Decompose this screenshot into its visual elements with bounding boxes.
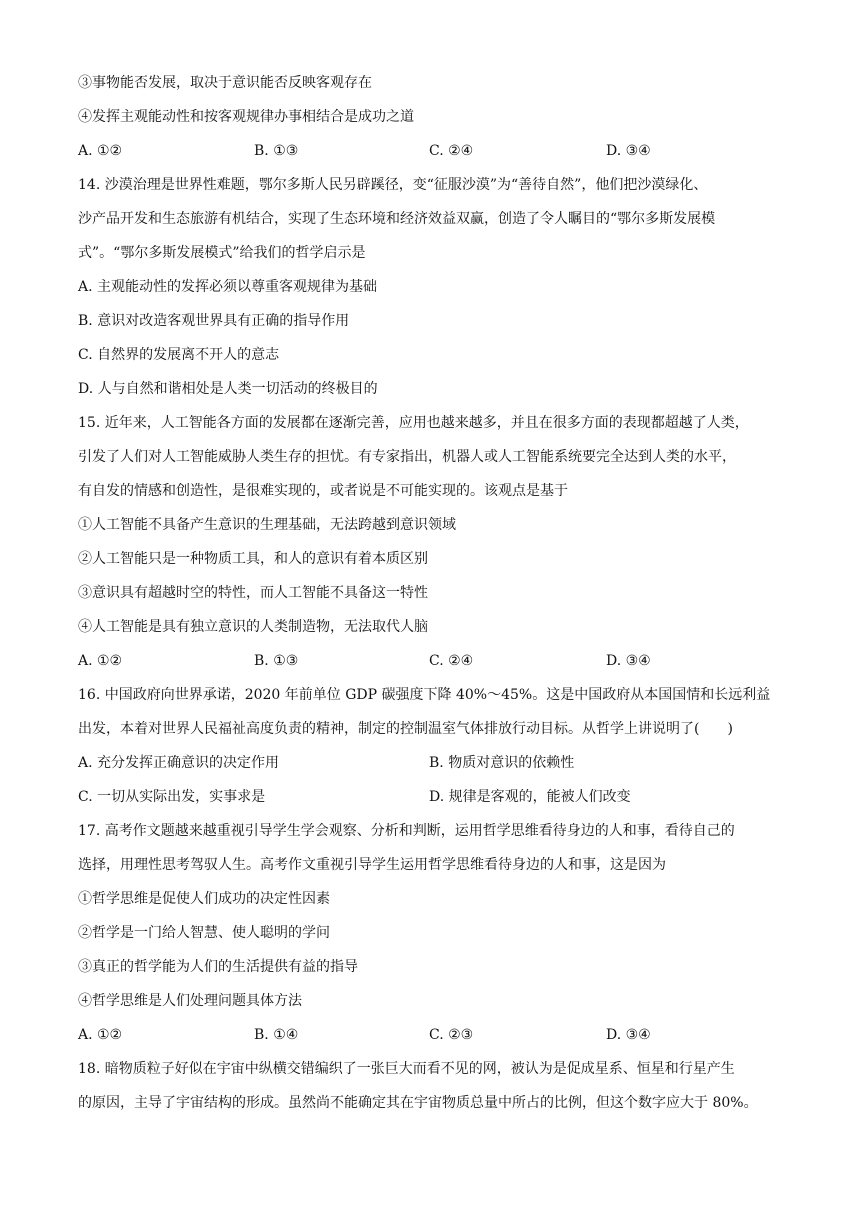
q15-option-a: A. ①② xyxy=(78,653,123,669)
q16-options-row-2 xyxy=(78,787,798,807)
q15-option-c: C. ②④ xyxy=(429,653,474,669)
q14-option-b: B. 意识对改造客观世界具有正确的指导作用 xyxy=(78,313,350,329)
q13-option-a: A. ①② xyxy=(78,143,123,159)
q16-option-a: A. 充分发挥正确意识的决定作用 xyxy=(78,755,280,771)
q13-option-b: B. ①③ xyxy=(254,143,299,159)
q17-option-c: C. ②③ xyxy=(429,1027,474,1043)
q17-statement-3: ③真正的哲学能为人们的生活提供有益的指导 xyxy=(78,959,358,975)
q15-statement-3: ③意识具有超越时空的特性，而人工智能不具备这一特性 xyxy=(78,585,428,601)
q16-options-row-1 xyxy=(78,753,798,773)
q16-option-d: D. 规律是客观的，能被人们改变 xyxy=(429,789,631,805)
q17-options xyxy=(78,1025,798,1045)
q17-option-d: D. ③④ xyxy=(606,1027,651,1043)
q16-option-b: B. 物质对意识的依赖性 xyxy=(429,755,575,771)
q17-statement-1: ①哲学思维是促使人们成功的决定性因素 xyxy=(78,891,330,907)
q17-option-b: B. ①④ xyxy=(254,1027,299,1043)
q15-stem-line-2: 引发了人们对人工智能威胁人类生存的担忧。有专家指出，机器人或人工智能系统要完全达到人类的水平， xyxy=(78,449,736,465)
q16-stem-line-2: 出发，本着对世界人民福祉高度负责的精神，制定的控制温室气体排放行动目标。从哲学上讲说明了( ) xyxy=(78,721,733,737)
q13-option-d: D. ③④ xyxy=(606,143,651,159)
q15-statement-1: ①人工智能不具备产生意识的生理基础，无法跨越到意识领域 xyxy=(78,517,456,533)
q14-option-c: C. 自然界的发展离不开人的意志 xyxy=(78,347,280,363)
q18-stem-line-1: 18. 暗物质粒子好似在宇宙中纵横交错编织了一张巨大而看不见的网，被认为是促成星系、恒星和行星产生 xyxy=(78,1061,735,1077)
q14-stem-line-2: 沙产品开发和生态旅游有机结合，实现了生态环境和经济效益双赢，创造了令人瞩目的“鄂尔多斯发展模 xyxy=(78,211,716,227)
q14-stem-line-3: 式”。“鄂尔多斯发展模式”给我们的哲学启示是 xyxy=(78,245,366,261)
q13-options xyxy=(78,141,798,161)
q15-stem-line-3: 有自发的情感和创造性，是很难实现的，或者说是不可能实现的。该观点是基于 xyxy=(78,483,568,499)
q13-statement-3: ③事物能否发展，取决于意识能否反映客观存在 xyxy=(78,75,372,91)
q14-option-a: A. 主观能动性的发挥必须以尊重客观规律为基础 xyxy=(78,279,378,295)
q13-option-c: C. ②④ xyxy=(429,143,474,159)
q15-statement-2: ②人工智能只是一种物质工具，和人的意识有着本质区别 xyxy=(78,551,428,567)
q14-stem-line-1: 14. 沙漠治理是世界性难题，鄂尔多斯人民另辟蹊径，变“征服沙漠”为“善待自然”，他们把沙漠绿化、 xyxy=(78,177,708,193)
q15-options xyxy=(78,651,798,671)
q15-option-d: D. ③④ xyxy=(606,653,651,669)
q15-option-b: B. ①③ xyxy=(254,653,299,669)
q14-option-d: D. 人与自然和谐相处是人类一切活动的终极目的 xyxy=(78,381,378,397)
q15-statement-4: ④人工智能是具有独立意识的人类制造物，无法取代人脑 xyxy=(78,619,428,635)
q13-statement-4: ④发挥主观能动性和按客观规律办事相结合是成功之道 xyxy=(78,109,414,125)
q17-statement-4: ④哲学思维是人们处理问题具体方法 xyxy=(78,993,302,1009)
q17-statement-2: ②哲学是一门给人智慧、使人聪明的学问 xyxy=(78,925,330,941)
q17-stem-line-2: 选择，用理性思考驾驭人生。高考作文重视引导学生运用哲学思维看待身边的人和事，这是因为 xyxy=(78,857,666,873)
q17-option-a: A. ①② xyxy=(78,1027,123,1043)
q18-stem-line-2: 的原因，主导了宇宙结构的形成。虽然尚不能确定其在宇宙物质总量中所占的比例，但这个数字应大于 80%。 xyxy=(78,1095,758,1111)
q17-stem-line-1: 17. 高考作文题越来越重视引导学生学会观察、分析和判断，运用哲学思维看待身边的人和事，看待自己的 xyxy=(78,823,735,839)
q16-stem-line-1: 16. 中国政府向世界承诺，2020 年前单位 GDP 碳强度下降 40%～45%。这是中国政府从本国国情和长远利益 xyxy=(78,687,771,703)
q16-option-c: C. 一切从实际出发，实事求是 xyxy=(78,789,266,805)
q15-stem-line-1: 15. 近年来，人工智能各方面的发展都在逐渐完善，应用也越来越多，并且在很多方面的表现都超越了人类， xyxy=(78,415,749,431)
